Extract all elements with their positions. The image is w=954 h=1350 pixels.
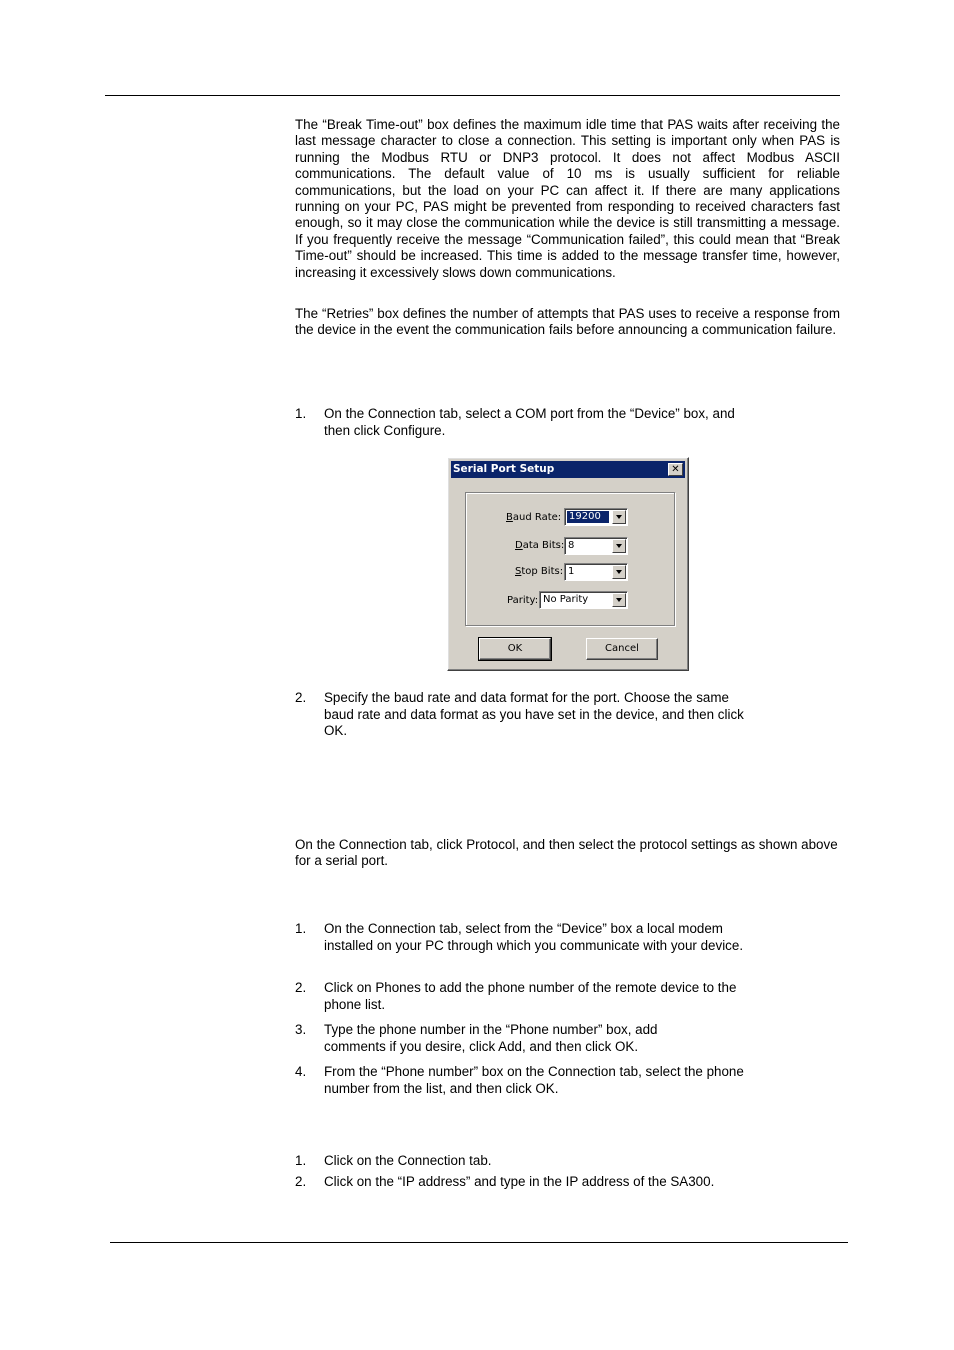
- stop-bits-label: Stop Bits:: [515, 566, 564, 577]
- cancel-button[interactable]: Cancel: [586, 638, 658, 660]
- ok-button[interactable]: OK: [479, 638, 551, 660]
- data-bits-label: Data Bits:: [515, 540, 565, 551]
- parity-select[interactable]: [539, 591, 628, 609]
- step-number: 3.: [295, 1022, 307, 1037]
- dialog-title: Serial Port Setup: [453, 463, 555, 475]
- step-number: 2.: [295, 690, 307, 705]
- break-timeout-paragraph: The “Break Time-out” box defines the maximum idle time that PAS waits after receiving the last message character to close a connection. This setting is important only when PAS is running the Modbus RTU or DNP3 protocol. It does not affect Modbus ASCII communications. The default value of 10 ms is usually sufficient for reliable communications, but the load on your PC can affect it. If there are many applications running on your PC, PAS might be prevented from responding to received characters fast enough, so it may close the communication while the device is still transmitting a message. If you frequently receive the message “Communication failed”, this could mean that “Break Time-out” should be increased. This time is added to the message transfer time, however, increasing it excessively slows down communications.: [295, 117, 840, 280]
- bottom-rule: [110, 1242, 848, 1243]
- step-text: Click on the “IP address” and type in the IP address of the SA300.: [324, 1174, 715, 1189]
- step-text: Click on Phones to add the phone number of the remote device to the phone list.: [324, 980, 737, 1012]
- data-bits-select[interactable]: [564, 537, 628, 555]
- retries-paragraph: The “Retries” box defines the number of attempts that PAS uses to receive a response from the device in the event the communication fails before announcing a communication failure.: [295, 306, 840, 338]
- step-text: On the Connection tab, select a COM port from the “Device” box, and then click Configure.: [324, 406, 735, 438]
- chevron-down-icon[interactable]: [612, 565, 626, 579]
- data-bits-value: 8: [568, 540, 575, 551]
- baud-rate-select[interactable]: [564, 508, 628, 526]
- protocol-paragraph: On the Connection tab, click Protocol, and then select the protocol settings as shown above for a serial port.: [295, 837, 838, 869]
- step-number: 1.: [295, 406, 307, 421]
- parity-value: No Parity: [543, 594, 589, 605]
- step-text: From the “Phone number” box on the Connection tab, select the phone number from the list, and then click OK.: [324, 1064, 744, 1096]
- chevron-down-icon[interactable]: [612, 593, 626, 607]
- dialog-title-bar: [451, 461, 685, 478]
- step-number: 1.: [295, 1153, 307, 1168]
- step-text: On the Connection tab, select from the “Device” box a local modem installed on your PC through which you communicate with your device.: [324, 921, 744, 953]
- chevron-down-icon[interactable]: [612, 510, 626, 524]
- step-text: Specify the baud rate and data format for the port. Choose the same baud rate and data format as you have set in the device, and then click OK.: [324, 690, 744, 739]
- serial-port-setup-dialog: [447, 457, 689, 671]
- chevron-down-icon[interactable]: [612, 539, 626, 553]
- baud-rate-label: Baud Rate:: [506, 512, 562, 523]
- step-number: 1.: [295, 921, 307, 936]
- step-number: 4.: [295, 1064, 307, 1079]
- step-text: Click on the Connection tab.: [324, 1153, 492, 1168]
- top-rule: [105, 95, 840, 96]
- step-number: 2.: [295, 980, 307, 995]
- close-icon[interactable]: ✕: [668, 463, 683, 476]
- stop-bits-select[interactable]: [564, 563, 628, 581]
- step-number: 2.: [295, 1174, 307, 1189]
- step-text: Type the phone number in the “Phone number” box, add comments if you desire, click Add, and then click OK.: [324, 1022, 658, 1054]
- parity-label: Parity:: [507, 595, 539, 606]
- stop-bits-value: 1: [568, 566, 575, 577]
- baud-rate-value: 19200: [567, 511, 609, 523]
